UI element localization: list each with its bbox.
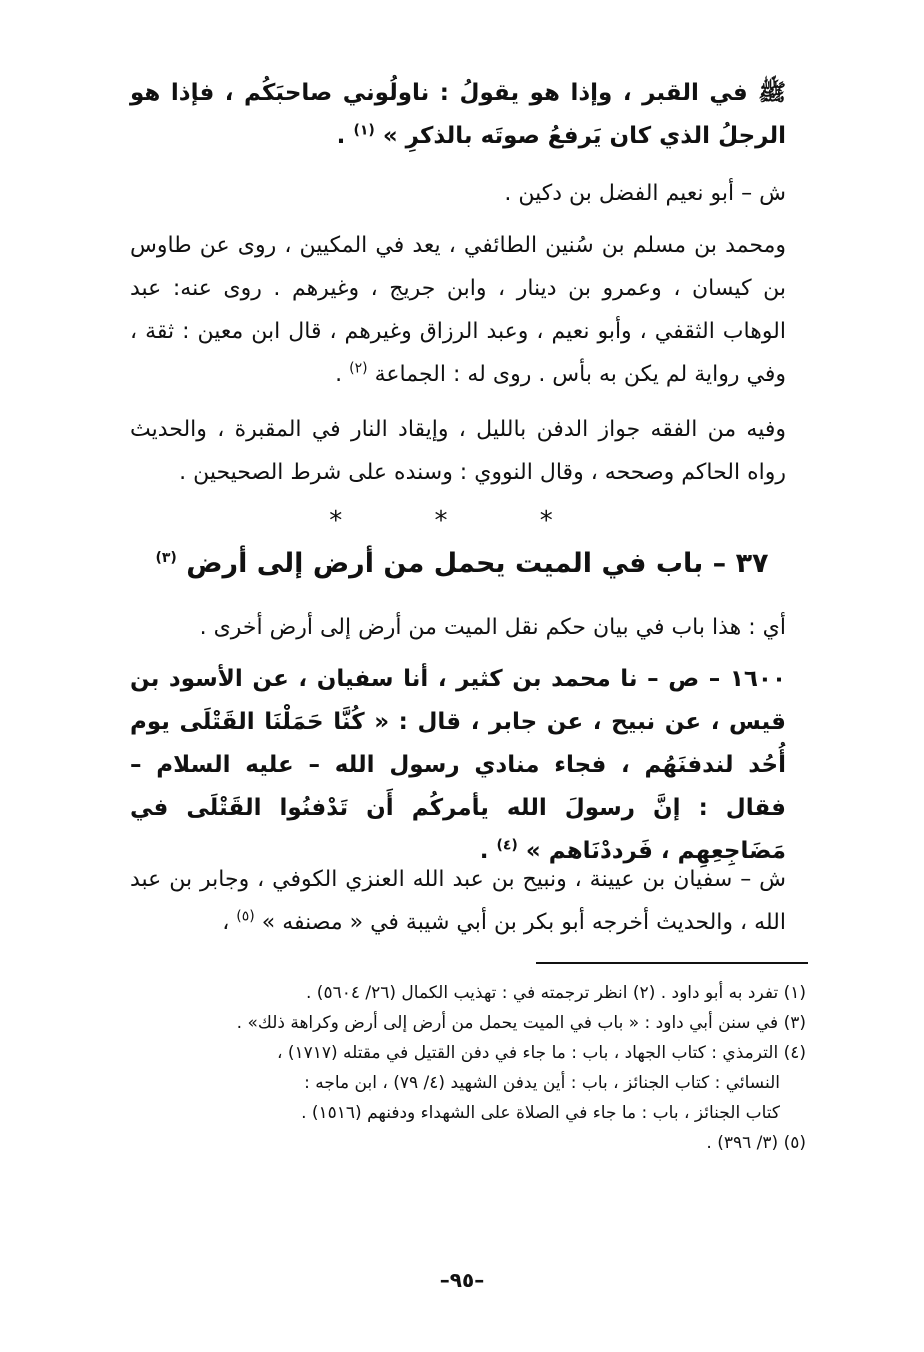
footnote-ref-2: (٢) (349, 360, 368, 377)
footnote-ref-1: (١) (353, 122, 375, 139)
footnote-3: (٣) في سنن أبي داود : « باب في الميت يحمل من أرض إلى أرض وكراهة ذلك» . (236, 1013, 806, 1033)
sharh-fiqh: وفيه من الفقه جواز الدفن بالليل ، وإيقاد النار في المقبرة ، والحديث رواه الحاكم وصححه ، وقال النووي : وسنده على شرط الصحيحين . (130, 417, 786, 485)
footnote-4-line-2: النسائي : كتاب الجنائز ، باب : أين يدفن الشهيد (٤/ ٧٩) ، ابن ماجه : (304, 1073, 780, 1093)
hadith-ending-text: ﷺ في القبر ، وإذا هو يقولُ : ناولُوني صاحبَكُم ، فإذا هو الرجلُ الذي كان يَرفعُ صوتَه بالذكرِ » $^{(١)}$ . (130, 80, 786, 149)
sharh-narrator-2 (130, 224, 786, 396)
footnote-5: (٥) (٣/ ٣٩٦) . (706, 1133, 806, 1153)
chapter-heading: ٣٧ – باب في الميت يحمل من أرض إلى أرض $^{(٣)}$ (155, 548, 769, 579)
sharh-narrator-1: ش – أبو نعيم الفضل بن دكين . (504, 181, 786, 206)
footnotes (130, 978, 806, 1158)
section-separator-stars: * * * (329, 506, 595, 536)
footnote-divider (536, 962, 808, 964)
page-number: –٩٥– (439, 1268, 485, 1292)
footnote-ref-4: (٤) (496, 837, 518, 854)
chapter-explanation: أي : هذا باب في بيان حكم نقل الميت من أرض إلى أرض أخرى . (199, 615, 786, 640)
sharh-hadith-1600-text: ش – سفيان بن عيينة ، ونبيح بن عبد الله العنزي الكوفي ، وجابر بن عبد الله ، والحديث أخرجه أبو بكر بن أبي شيبة في « مصنفه » $^{(٥)}$ ، (130, 867, 786, 935)
footnote-ref-3: (٣) (155, 550, 177, 566)
hadith-1600 (130, 658, 786, 873)
footnote-ref-5: (٥) (236, 908, 255, 925)
sharh-hadith-1600 (130, 858, 786, 944)
hadith-ending (130, 72, 786, 158)
footnote-4-line-3: كتاب الجنائز ، باب : ما جاء في الصلاة على الشهداء ودفنهم (١٥١٦) . (301, 1103, 780, 1123)
sharh-narrator-2-text: ومحمد بن مسلم بن سُنين الطائفي ، يعد في المكيين ، روى عن طاوس بن كيسان ، وعمرو بن دينار ، وابن جريج ، وغيرهم . روى عنه: عبد الوهاب الثقفي ، وأبو نعيم ، وعبد الرزاق وغيرهم ، قال ابن معين : ثقة ، وفي رواية لم يكن به بأس . روى له : الجماعة $^{(٢)}$ . (130, 233, 786, 387)
hadith-1600-text: ١٦٠٠ – ص – نا محمد بن كثير ، أنا سفيان ، عن الأسود بن قيس ، عن نبيح ، عن جابر ، قال : « كُنَّا حَمَلْنَا القَتْلَى يوم أُحُد لندفنَهُم ، فجاء منادي رسول الله – عليه السلام – فقال : إنَّ رسولَ الله يأمركُم أَن تَدْفنُوا القَتْلَى في مَضَاجِعِهِم ، فَرددْنَاهم » $^{(٤)}$ . (130, 666, 786, 864)
footnote-4-line-1: (٤) الترمذي : كتاب الجهاد ، باب : ما جاء في دفن القتيل في مقتله (١٧١٧) ، (276, 1043, 806, 1063)
footnote-1-2: (١) تفرد به أبو داود . (٢) انظر ترجمته في : تهذيب الكمال (٢٦/ ٥٦٠٤) . (306, 983, 806, 1003)
